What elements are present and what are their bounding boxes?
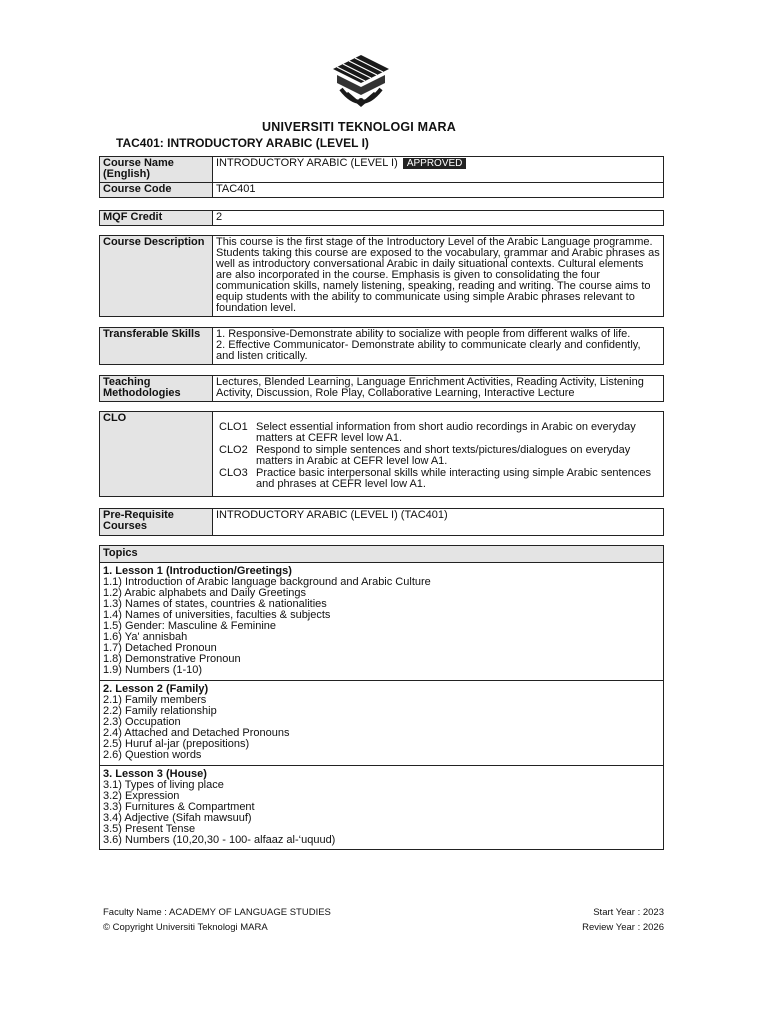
clo-cell <box>213 412 664 497</box>
uitm-logo <box>331 53 391 117</box>
clo-item <box>219 445 660 467</box>
topic-item: 1.7) Detached Pronoun <box>103 642 217 654</box>
topic-item: 2.3) Occupation <box>103 716 181 728</box>
topic-item: 2.1) Family members <box>103 694 207 706</box>
lesson-2 <box>100 681 664 766</box>
clo-label: CLO <box>100 412 213 497</box>
topic-item: 1.4) Names of universities, faculties & subjects <box>103 609 331 621</box>
skill-item: 1. Responsive-Demonstrate ability to socialize with people from different walks of life. <box>216 328 631 340</box>
mqf-label: MQF Credit <box>100 211 213 226</box>
topic-item: 2.4) Attached and Detached Pronouns <box>103 727 290 739</box>
clo-item <box>219 468 660 490</box>
topic-item: 3.1) Types of living place <box>103 779 224 791</box>
status-badge: APPROVED <box>403 158 467 169</box>
clo-text: Practice basic interpersonal skills while interacting using simple Arabic sentences and phrases at CEFR level low A1. <box>256 467 651 490</box>
course-info-table <box>99 156 664 198</box>
course-code-label: Course Code <box>100 183 213 198</box>
skill-item: 2. Effective Communicator- Demonstrate ability to communicate clearly and confidently, and listen critically. <box>216 339 641 362</box>
topic-item: 1.2) Arabic alphabets and Daily Greetings <box>103 587 307 599</box>
mqf-value: 2 <box>213 211 664 226</box>
mqf-table <box>99 210 664 226</box>
course-name-label: Course Name (English) <box>100 157 213 183</box>
topic-item: 2.2) Family relationship <box>103 705 217 717</box>
footer-faculty: Faculty Name : ACADEMY OF LANGUAGE STUDIES <box>103 907 331 918</box>
topic-item: 3.4) Adjective (Sifah mawsuuf) <box>103 812 252 824</box>
topic-item: 1.3) Names of states, countries & nationalities <box>103 598 327 610</box>
lesson-title: 1. Lesson 1 (Introduction/Greetings) <box>103 565 292 577</box>
clo-item <box>219 422 660 444</box>
teaching-value: Lectures, Blended Learning, Language Enrichment Activities, Reading Activity, Listening Activity, Discussion, Role Play, Collaborative Learning, Interactive Lecture <box>213 376 664 402</box>
course-title: TAC401: INTRODUCTORY ARABIC (LEVEL I) <box>116 136 369 150</box>
topic-item: 3.3) Furnitures & Compartment <box>103 801 255 813</box>
topics-heading: Topics <box>100 546 664 563</box>
footer-copyright: © Copyright Universiti Teknologi MARA <box>103 922 268 933</box>
clo-text: Select essential information from short audio recordings in Arabic on everyday matters at CEFR level low A1. <box>256 421 636 444</box>
course-code-value: TAC401 <box>213 183 664 198</box>
prerequisite-label: Pre-Requisite Courses <box>100 509 213 536</box>
topic-item: 1.1) Introduction of Arabic language background and Arabic Culture <box>103 576 431 588</box>
lesson-3 <box>100 766 664 850</box>
topic-item: 3.2) Expression <box>103 790 180 802</box>
description-table <box>99 235 664 317</box>
clo-code: CLO2 <box>219 444 248 456</box>
topic-item: 3.5) Present Tense <box>103 823 196 835</box>
topic-item: 1.9) Numbers (1-10) <box>103 664 203 676</box>
description-value: This course is the first stage of the Introductory Level of the Arabic Language programme. Students taking this course are exposed to the vocabulary, grammar and Arabic phrases as well as introductory conversational Arabic in daily situational contexts. Cultural elements are also incorporated in the course. Emphasis is given to consolidating the four communication skills, namely listening, speaking, reading and writing. The course aims to equip students with the ability to communicate using simple Arabic phrases relevant to foundation level. <box>213 236 664 317</box>
skills-label: Transferable Skills <box>100 328 213 365</box>
university-title: UNIVERSITI TEKNOLOGI MARA <box>262 120 456 134</box>
topic-item: 1.5) Gender: Masculine & Feminine <box>103 620 277 632</box>
clo-code: CLO1 <box>219 421 248 433</box>
topic-item: 1.8) Demonstrative Pronoun <box>103 653 241 665</box>
footer-start-year: Start Year : 2023 <box>593 907 664 918</box>
skills-cell <box>213 328 664 365</box>
clo-text: Respond to simple sentences and short texts/pictures/dialogues on everyday matters in Arabic at CEFR level low A1. <box>256 444 631 467</box>
prerequisite-table <box>99 508 664 536</box>
lesson-1 <box>100 563 664 681</box>
topic-item: 1.6) Ya' annisbah <box>103 631 188 643</box>
topic-item: 2.5) Huruf al-jar (prepositions) <box>103 738 250 750</box>
lesson-title: 2. Lesson 2 (Family) <box>103 683 209 695</box>
course-name-cell <box>213 157 664 183</box>
lesson-title: 3. Lesson 3 (House) <box>103 768 207 780</box>
topic-item: 2.6) Question words <box>103 749 202 761</box>
footer-review-year: Review Year : 2026 <box>582 922 664 933</box>
teaching-label: Teaching Methodologies <box>100 376 213 402</box>
clo-table <box>99 411 664 497</box>
teaching-table <box>99 375 664 402</box>
description-label: Course Description <box>100 236 213 317</box>
skills-table <box>99 327 664 365</box>
topic-item: 3.6) Numbers (10,20,30 - 100- alfaaz al-‘uquud) <box>103 834 336 846</box>
course-name-value: INTRODUCTORY ARABIC (LEVEL I) <box>216 157 398 169</box>
topics-table <box>99 545 664 850</box>
prerequisite-value: INTRODUCTORY ARABIC (LEVEL I) (TAC401) <box>213 509 664 536</box>
clo-code: CLO3 <box>219 467 248 479</box>
